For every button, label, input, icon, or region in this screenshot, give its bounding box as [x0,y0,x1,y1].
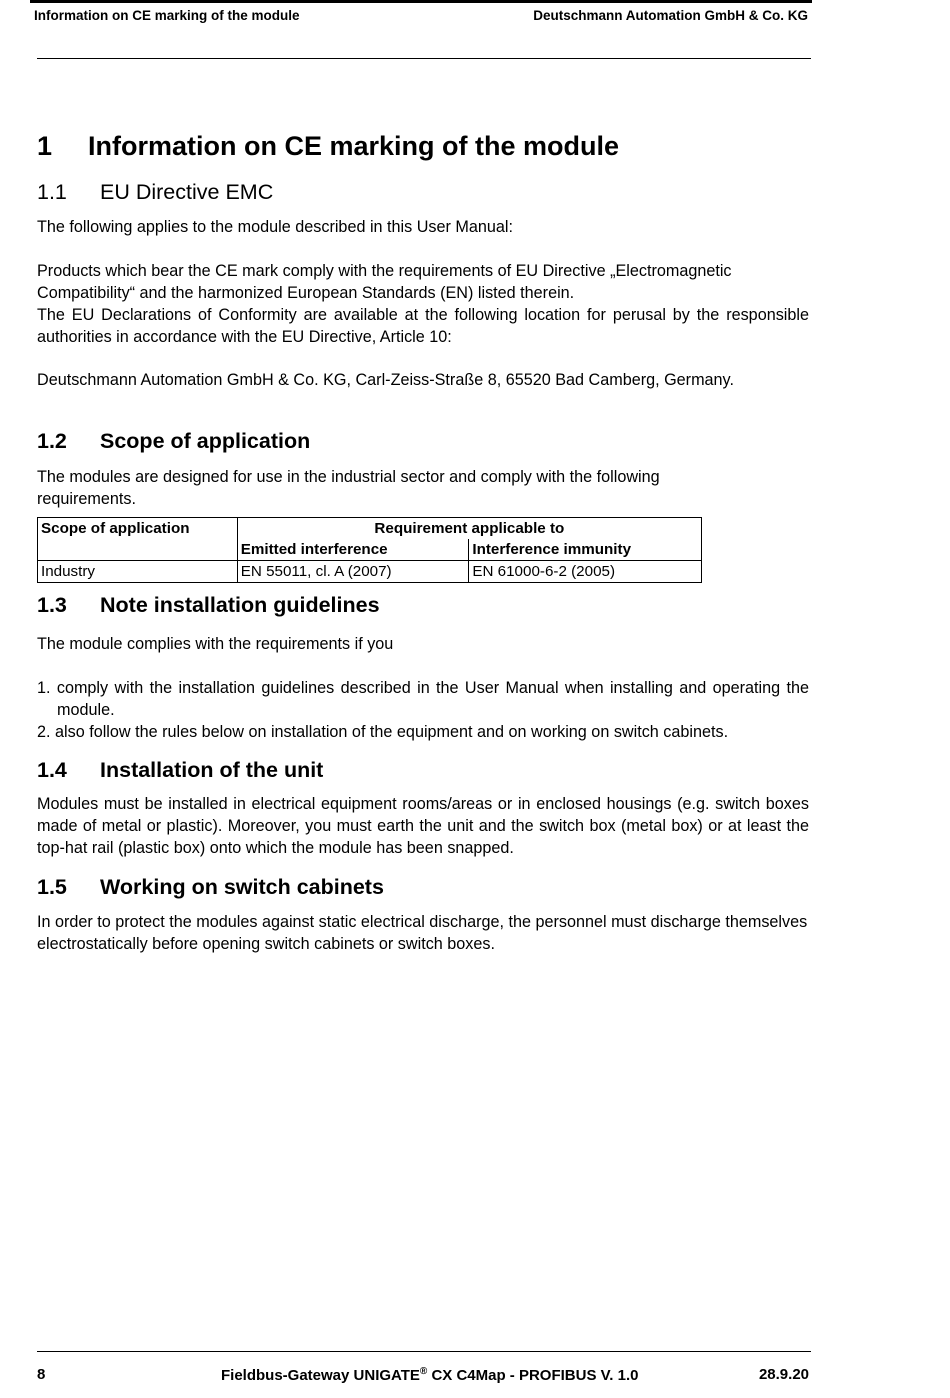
table-cell-immunity: EN 61000-6-2 (2005) [469,561,702,583]
chapter-title: Information on CE marking of the module [88,131,620,161]
table-header-row [38,518,702,540]
section-heading-1-2 [37,429,310,454]
guidelines-list [37,677,809,743]
footer-divider [37,1351,811,1352]
footer-title: Fieldbus-Gateway UNIGATE® CX C4Map - PROFIBUS V. 1.0 [221,1366,639,1384]
section-number: 1.4 [37,758,67,782]
header-top-bar [30,0,812,3]
section-title: Working on switch cabinets [100,875,384,899]
table-cell-scope: Industry [38,561,238,583]
paragraph: The modules are designed for use in the industrial sector and comply with the following requirements. [37,468,660,508]
registered-mark: ® [419,1366,428,1377]
chapter-heading [37,131,619,162]
list-item: 2. also follow the rules below on installation of the equipment and on working on switch cabinets. [37,723,729,741]
paragraph: Products which bear the CE mark comply with the requirements of EU Directive „Electromagnetic Compatibility“ and the harmonized European Standards (EN) listed therein. [37,262,732,302]
header-divider [37,58,811,59]
list-item: 1. comply with the installation guidelines described in the User Manual when installing and operating the module. [37,679,809,719]
paragraph: The following applies to the module described in this User Manual: [37,218,513,236]
chapter-number: 1 [37,131,53,161]
address-paragraph: Deutschmann Automation GmbH & Co. KG, Carl-Zeiss-Straße 8, 65520 Bad Camberg, Germany. [37,371,734,389]
running-header-left: Information on CE marking of the module [34,8,300,23]
paragraph: In order to protect the modules against static electrical discharge, the personnel must discharge themselves electrostatically before opening switch cabinets or switch boxes. [37,913,808,953]
section-heading-1-4 [37,758,323,783]
table-header-immunity: Interference immunity [469,539,702,561]
section-title: Scope of application [100,429,311,453]
page-number: 8 [37,1366,46,1383]
section-number: 1.1 [37,180,67,204]
requirements-table [37,517,702,583]
section-number: 1.5 [37,875,67,899]
footer-date: 28.9.20 [758,1366,809,1383]
section-heading-1-3 [37,593,380,618]
section-number: 1.3 [37,593,67,617]
section-heading-1-1 [37,180,273,205]
paragraph: The module complies with the requirements if you [37,635,394,653]
table-cell-emitted: EN 55011, cl. A (2007) [237,561,469,583]
table-row [38,561,702,583]
section-number: 1.2 [37,429,67,453]
section-heading-1-5 [37,875,384,900]
table-header-emitted: Emitted interference [237,539,469,561]
table-header-group: Requirement applicable to [237,518,701,540]
running-header-right: Deutschmann Automation GmbH & Co. KG [533,8,808,23]
paragraph: Modules must be installed in electrical equipment rooms/areas or in enclosed housings (e.g. switch boxes made of metal or plastic). Moreover, you must earth the unit and the switch box (metal box) or at least the top-hat rail (plastic box) onto which the module has been snapped. [37,795,809,857]
paragraph: The EU Declarations of Conformity are available at the following location for perusal by the responsible authorities in accordance with the EU Directive, Article 10: [37,306,809,346]
section-title: EU Directive EMC [100,180,274,204]
table-header-scope: Scope of application [38,518,238,561]
section-title: Installation of the unit [100,758,324,782]
section-title: Note installation guidelines [100,593,380,617]
